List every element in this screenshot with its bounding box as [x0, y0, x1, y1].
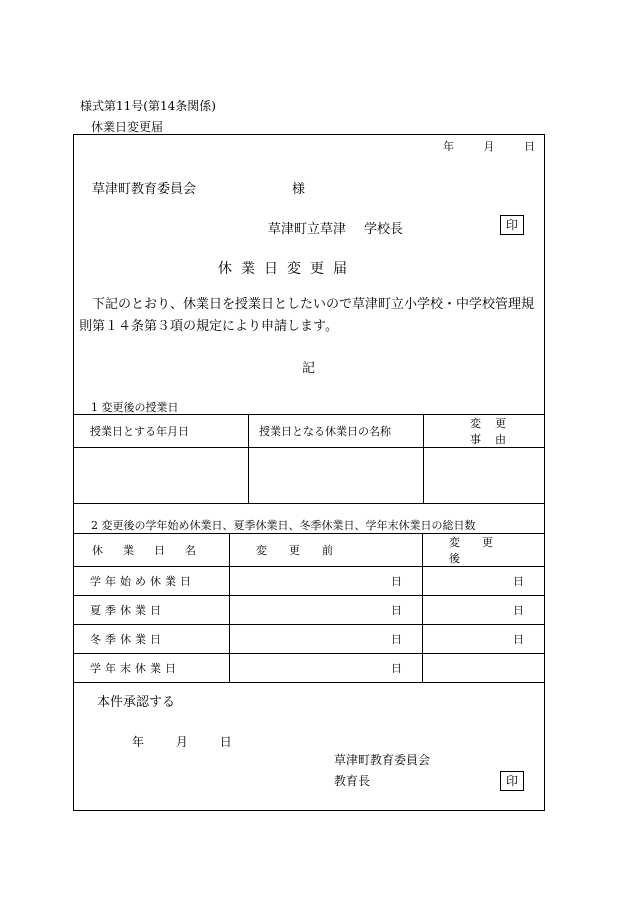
- input-cell[interactable]: [74, 448, 249, 504]
- after-cell[interactable]: 日: [423, 567, 545, 596]
- document-title: 休業日変更届: [218, 261, 356, 277]
- approval-year: 年: [132, 735, 145, 749]
- before-cell[interactable]: 日: [230, 567, 423, 596]
- approval-day: 日: [219, 735, 232, 749]
- column-header: 休業日名: [74, 534, 230, 567]
- column-header: 授業日となる休業日の名称: [249, 415, 424, 448]
- sender: [268, 218, 403, 237]
- after-cell[interactable]: [423, 654, 545, 683]
- after-cell[interactable]: 日: [423, 625, 545, 654]
- holiday-name: 冬季休業日: [74, 625, 230, 654]
- form-number: 様式第11号(第14条関係): [80, 99, 216, 113]
- holiday-name: 夏季休業日: [74, 596, 230, 625]
- table-row: [74, 596, 545, 625]
- approval-statement: 本件承認する: [97, 695, 176, 710]
- table-row: [74, 448, 545, 504]
- addressee: 草津町教育委員会: [92, 182, 197, 197]
- holiday-name: 学年末休業日: [74, 654, 230, 683]
- input-cell[interactable]: [249, 448, 424, 504]
- column-header: 変更後: [423, 534, 545, 567]
- date-day: 日: [524, 140, 535, 153]
- sender-title: 学校長: [364, 222, 404, 237]
- holiday-days-table: [73, 533, 545, 683]
- submission-date: [443, 138, 535, 154]
- date-year: 年: [443, 140, 454, 153]
- seal-box: 印: [500, 771, 524, 791]
- form-caption: 休業日変更届: [91, 120, 164, 134]
- seal-box: 印: [500, 215, 524, 235]
- after-cell[interactable]: 日: [423, 596, 545, 625]
- section1-heading: 1 変更後の授業日: [91, 401, 179, 414]
- body-text: 下記のとおり、休業日を授業日としたいので草津町立小学校・中学校管理規則第１４条第３項の規定により申請します。: [79, 297, 535, 334]
- column-header: 変更事由: [424, 415, 545, 448]
- class-day-table: [73, 414, 545, 504]
- honorific: 様: [292, 182, 306, 197]
- table-row: [74, 625, 545, 654]
- table-header-row: [74, 534, 545, 567]
- approval-month: 月: [175, 735, 188, 749]
- column-header: 授業日とする年月日: [74, 415, 249, 448]
- approval-chief: 教育長: [334, 774, 371, 788]
- ki-heading: 記: [302, 361, 316, 376]
- table-row: [74, 567, 545, 596]
- approval-board: 草津町教育委員会: [334, 753, 431, 767]
- approval-date: [132, 733, 260, 750]
- before-cell[interactable]: 日: [230, 625, 423, 654]
- holiday-name: 学年始め休業日: [74, 567, 230, 596]
- before-cell[interactable]: 日: [230, 654, 423, 683]
- column-header: 変更前: [230, 534, 423, 567]
- table-header-row: [74, 415, 545, 448]
- sender-school: 草津町立草津: [268, 222, 347, 237]
- before-cell[interactable]: 日: [230, 596, 423, 625]
- input-cell[interactable]: [424, 448, 545, 504]
- section2-heading: 2 変更後の学年始め休業日、夏季休業日、冬季休業日、学年末休業日の総日数: [91, 519, 476, 532]
- date-month: 月: [483, 140, 495, 153]
- table-row: [74, 654, 545, 683]
